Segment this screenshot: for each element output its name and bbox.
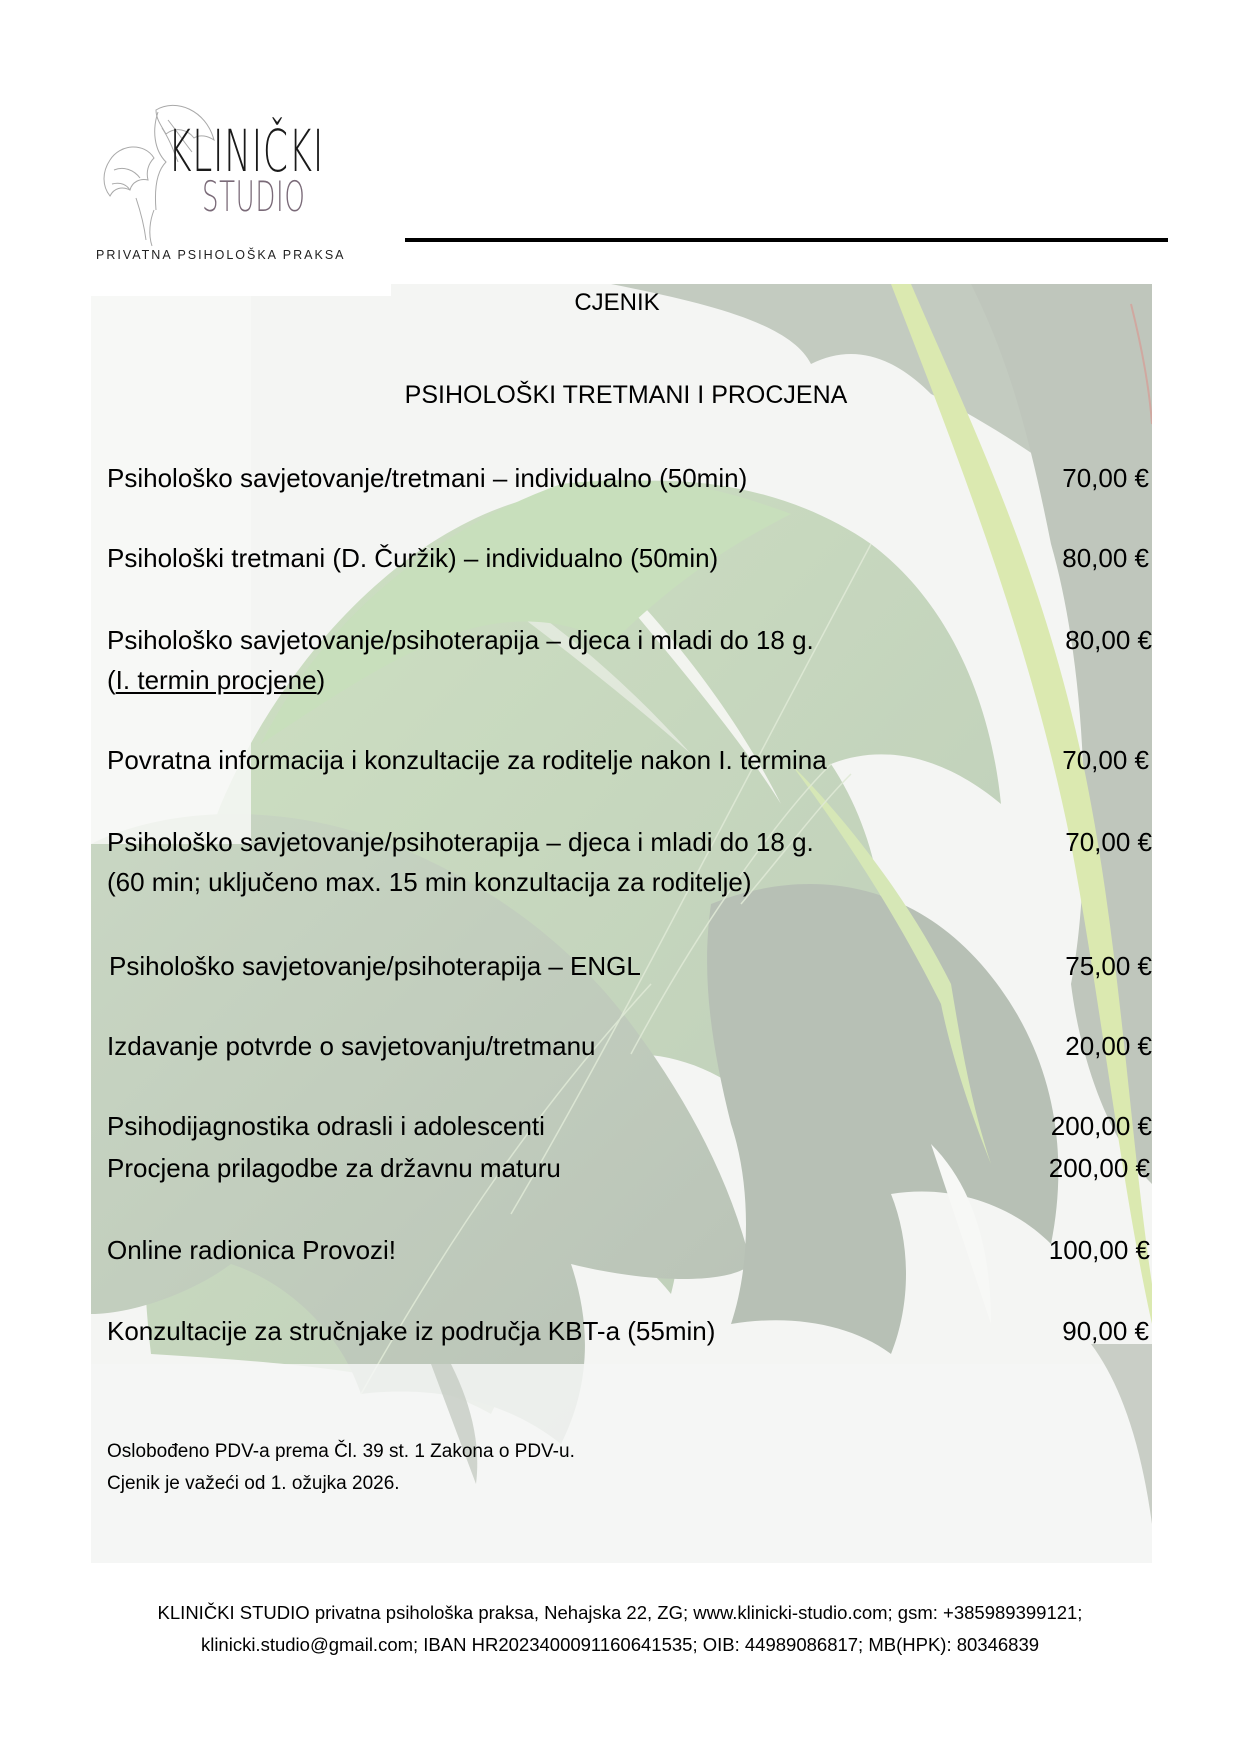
service-description: Izdavanje potvrde o savjetovanju/tretmanu (107, 1031, 596, 1061)
service-description: Online radionica Provozi! (107, 1235, 397, 1265)
service-description (107, 620, 814, 700)
service-description (107, 822, 814, 902)
logo-wordmark-klinicki: KLINIČKI (168, 117, 324, 185)
service-price: 20,00 € (1065, 1031, 1152, 1061)
footer-line-1: KLINIČKI STUDIO privatna psihološka praksa, Nehajska 22, ZG; www.klinicki-studio.com; gsm: +385989399121; (157, 1602, 1083, 1623)
service-price: 80,00 € (1065, 625, 1152, 655)
service-price: 70,00 € (1062, 745, 1149, 775)
service-price: 200,00 € (1048, 1153, 1150, 1183)
footer-contact-info (0, 1597, 1240, 1661)
service-price: 80,00 € (1062, 543, 1149, 573)
service-description: Konzultacije za stručnjake iz područja KBT-a (55min) (107, 1316, 716, 1346)
service-description-line-1: Psihološko savjetovanje/psihoterapija – djeca i mladi do 18 g. (107, 827, 814, 857)
logo-wordmark-studio: STUDIO (202, 172, 306, 221)
service-price: 75,00 € (1065, 951, 1152, 981)
service-description: Psihološki tretmani (D. Čuržik) – individualno (50min) (107, 543, 719, 573)
service-description: Povratna informacija i konzultacije za roditelje nakon I. termina (107, 745, 827, 775)
section-heading: PSIHOLOŠKI TRETMANI I PROCJENA (404, 381, 848, 409)
service-price: 90,00 € (1062, 1316, 1149, 1346)
service-description: Psihološko savjetovanje/psihoterapija – ENGL (109, 951, 641, 981)
service-description: Psihodijagnostika odrasli i adolescenti (107, 1111, 545, 1141)
service-description-line-1: Psihološko savjetovanje/psihoterapija – djeca i mladi do 18 g. (107, 625, 814, 655)
notes (107, 1436, 575, 1500)
validity-note: Cjenik je važeći od 1. ožujka 2026. (107, 1473, 400, 1494)
page-title: CJENIK (574, 289, 660, 316)
service-price: 200,00 € (1050, 1111, 1152, 1141)
underlined-note: I. termin procjene (115, 665, 317, 695)
footer-line-2: klinicki.studio@gmail.com; IBAN HR2023400091160641535; OIB: 44989086817; MB(HPK): 80346839 (200, 1634, 1040, 1655)
paren-open: ( (107, 665, 116, 695)
service-description: Procjena prilagodbe za državnu maturu (107, 1153, 561, 1183)
service-price: 70,00 € (1062, 463, 1149, 493)
vat-exemption-note: Oslobođeno PDV-a prema Čl. 39 st. 1 Zakona o PDV-u. (107, 1441, 575, 1462)
service-price: 70,00 € (1065, 827, 1152, 857)
service-description-line-2 (107, 660, 814, 700)
paren-close: ) (316, 665, 326, 695)
service-price: 100,00 € (1048, 1235, 1150, 1265)
service-description-line-2: (60 min; uključeno max. 15 min konzultacija za roditelje) (107, 867, 752, 897)
service-description: Psihološko savjetovanje/tretmani – individualno (50min) (107, 463, 748, 493)
logo-tagline: PRIVATNA PSIHOLOŠKA PRAKSA (96, 248, 346, 262)
